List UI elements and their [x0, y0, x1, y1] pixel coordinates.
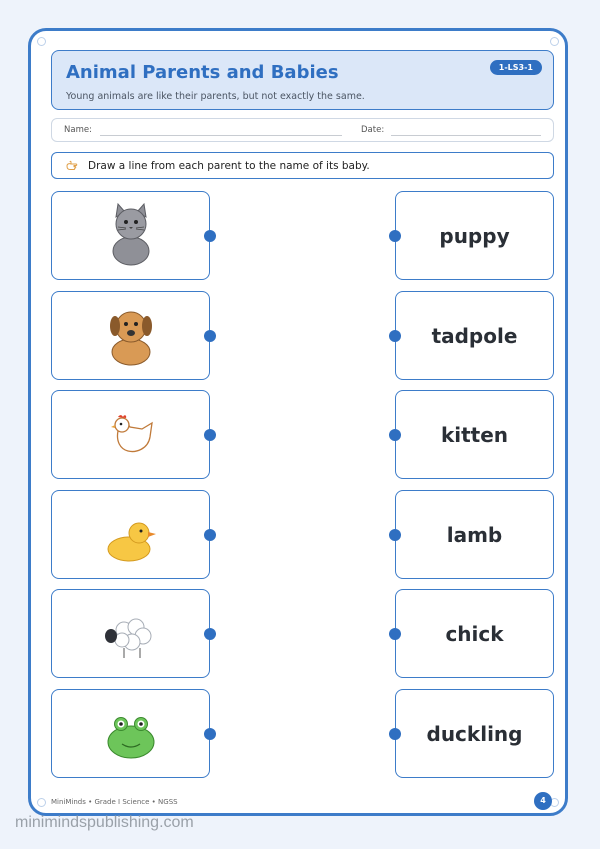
baby-card[interactable]	[395, 490, 554, 579]
sheep-icon	[96, 600, 166, 668]
baby-card[interactable]	[395, 191, 554, 280]
page-subtitle: Young animals are like their parents, but not exactly the same.	[66, 91, 365, 102]
baby-word: duckling	[426, 721, 523, 746]
parent-card-frog[interactable]	[51, 689, 210, 778]
footer-text: MiniMinds • Grade I Science • NGSS	[51, 798, 178, 806]
baby-word: kitten	[440, 422, 509, 447]
connect-dot[interactable]	[204, 330, 216, 342]
connect-dot[interactable]	[204, 628, 216, 640]
title-header	[51, 50, 554, 110]
baby-card[interactable]	[395, 390, 554, 479]
parent-card-cat[interactable]	[51, 191, 210, 280]
watermark-text: minimindspublishing.com	[15, 814, 194, 831]
dog-icon	[96, 302, 166, 370]
name-label: Name:	[64, 125, 92, 135]
name-line[interactable]	[100, 135, 342, 136]
parent-card-hen[interactable]	[51, 390, 210, 479]
parent-card-duck[interactable]	[51, 490, 210, 579]
date-line[interactable]	[391, 135, 541, 136]
instruction-box	[51, 152, 554, 179]
corner-dot	[550, 37, 559, 46]
connect-dot[interactable]	[204, 728, 216, 740]
standard-code-badge: 1-LS3-1	[490, 60, 542, 75]
page-number-badge: 4	[534, 792, 552, 810]
corner-dot	[37, 798, 46, 807]
parent-card-sheep[interactable]	[51, 589, 210, 678]
instruction-text: Draw a line from each parent to the name of its baby.	[88, 160, 370, 172]
hen-icon	[96, 401, 166, 469]
name-date-bar	[51, 118, 554, 142]
worksheet-page	[28, 28, 568, 816]
baby-card[interactable]	[395, 291, 554, 380]
page-title: Animal Parents and Babies	[66, 62, 339, 83]
duck-icon	[96, 501, 166, 569]
connect-dot[interactable]	[204, 429, 216, 441]
date-label: Date:	[361, 125, 385, 135]
baby-word: chick	[445, 621, 504, 646]
connect-dot[interactable]	[204, 529, 216, 541]
baby-word: tadpole	[431, 323, 518, 348]
baby-word: lamb	[446, 522, 503, 547]
connect-dot[interactable]	[204, 230, 216, 242]
corner-dot	[37, 37, 46, 46]
baby-card[interactable]	[395, 589, 554, 678]
frog-icon	[96, 700, 166, 768]
cat-icon	[96, 202, 166, 270]
parent-card-dog[interactable]	[51, 291, 210, 380]
pointing-hand-icon	[65, 158, 81, 174]
baby-card[interactable]	[395, 689, 554, 778]
baby-word: puppy	[439, 223, 510, 248]
